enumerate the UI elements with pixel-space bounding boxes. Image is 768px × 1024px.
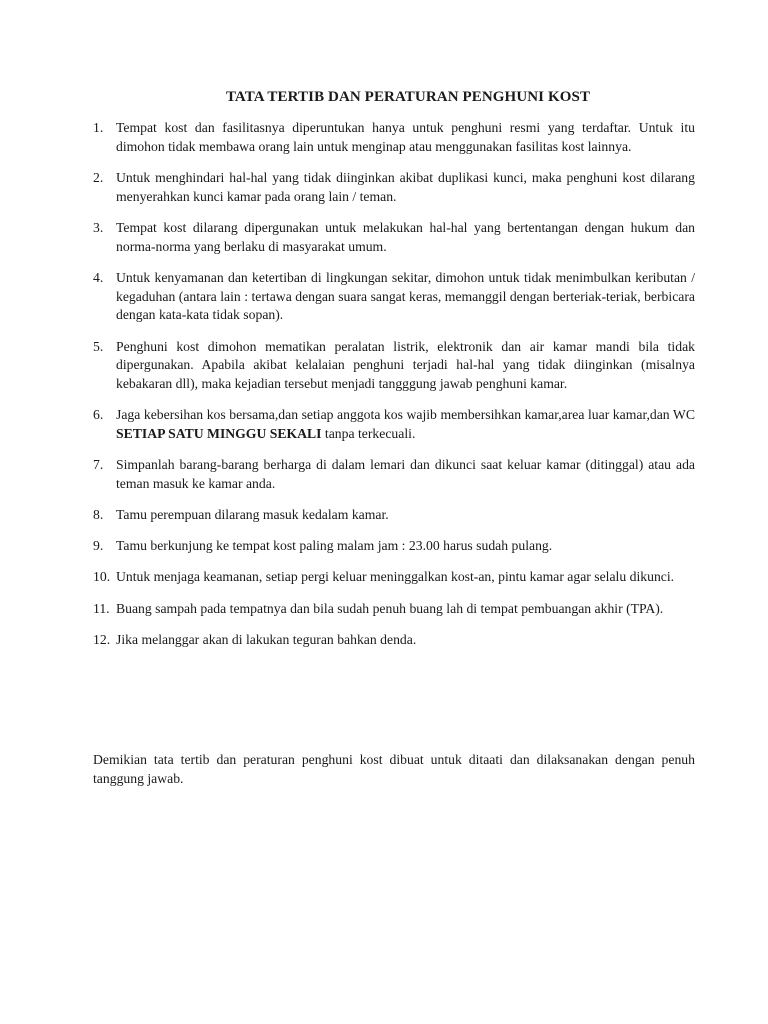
rule-text: Jika melanggar akan di lakukan teguran bahkan denda.	[116, 632, 417, 647]
rule-text: Tamu berkunjung ke tempat kost paling malam jam : 23.00 harus sudah pulang.	[116, 538, 553, 553]
rule-number: 12.	[93, 632, 111, 647]
rule-number: 2.	[93, 170, 104, 185]
rule-item-7	[93, 456, 695, 493]
rule-text: Untuk kenyamanan dan ketertiban di lingkungan sekitar, dimohon untuk tidak menimbulkan keributan / kegaduhan (antara lain : tertawa dengan suara sangat keras, memanggil dengan berteriak-teriak, berbicara dengan kata-kata tidak sopan).	[116, 270, 695, 322]
rule-item-8	[93, 506, 695, 525]
rule-text: Tamu perempuan dilarang masuk kedalam kamar.	[116, 507, 389, 522]
rule-number: 6.	[93, 407, 104, 422]
rule-number: 9.	[93, 538, 104, 553]
rule-item-4	[93, 269, 695, 325]
rule-text: Untuk menjaga keamanan, setiap pergi keluar meninggalkan kost-an, pintu kamar agar selalu dikunci.	[116, 569, 675, 584]
rule-text: Buang sampah pada tempatnya dan bila sudah penuh buang lah di tempat pembuangan akhir (TPA).	[116, 600, 664, 616]
rule-number: 1.	[93, 120, 104, 135]
rule-text-emphasis: SETIAP SATU MINGGU SEKALI	[116, 425, 322, 441]
document-title: TATA TERTIB DAN PERATURAN PENGHUNI KOST	[225, 89, 591, 105]
rule-text-start: Jaga kebersihan kos bersama,dan setiap anggota kos wajib membersihkan kamar,area luar kamar,dan WC	[116, 407, 695, 422]
rule-item-2	[93, 169, 695, 206]
rule-number: 3.	[93, 220, 104, 235]
rule-item-10	[93, 568, 695, 587]
closing-paragraph: Demikian tata tertib dan peraturan penghuni kost dibuat untuk ditaati dan dilaksanakan dengan penuh tanggung jawab.	[93, 752, 695, 786]
rule-number: 4.	[93, 270, 104, 285]
rule-item-6	[93, 406, 695, 443]
rule-item-12	[93, 631, 695, 650]
rule-text: Tempat kost dilarang dipergunakan untuk melakukan hal-hal yang bertentangan dengan hukum dan norma-norma yang berlaku di masyarakat umum.	[116, 220, 695, 254]
rule-item-1	[93, 119, 695, 156]
rule-number: 8.	[93, 507, 104, 522]
rule-item-5	[93, 338, 695, 394]
rule-text: Penghuni kost dimohon mematikan peralatan listrik, elektronik dan air kamar mandi bila tidak dipergunakan. Apabila akibat kelalaian penghuni terjadi hal-hal yang tidak diinginkan (misalnya kebakaran dll), maka kejadian tersebut menjadi tangggung jawab penghuni kamar.	[116, 338, 695, 391]
rule-number: 11.	[93, 600, 110, 616]
rule-text-end: tanpa terkecuali.	[321, 425, 416, 441]
rule-text: Untuk menghindari hal-hal yang tidak diinginkan akibat duplikasi kunci, maka penghuni kost dilarang menyerahkan kunci kamar pada orang lain / teman.	[116, 170, 695, 204]
rule-text: Simpanlah barang-barang berharga di dalam lemari dan dikunci saat keluar kamar (ditinggal) atau ada teman masuk ke kamar anda.	[116, 457, 695, 491]
rule-item-11	[93, 600, 695, 619]
rule-text: Tempat kost dan fasilitasnya diperuntukan hanya untuk penghuni resmi yang terdaftar. Untuk itu dimohon tidak membawa orang lain untuk menginap atau menggunakan fasilitas kost lainnya.	[116, 120, 695, 154]
rule-number: 10.	[93, 569, 111, 584]
rule-item-9	[93, 537, 695, 556]
rule-number: 5.	[93, 338, 104, 354]
rule-item-3	[93, 219, 695, 256]
rule-number: 7.	[93, 457, 104, 472]
rules-list	[93, 119, 695, 663]
